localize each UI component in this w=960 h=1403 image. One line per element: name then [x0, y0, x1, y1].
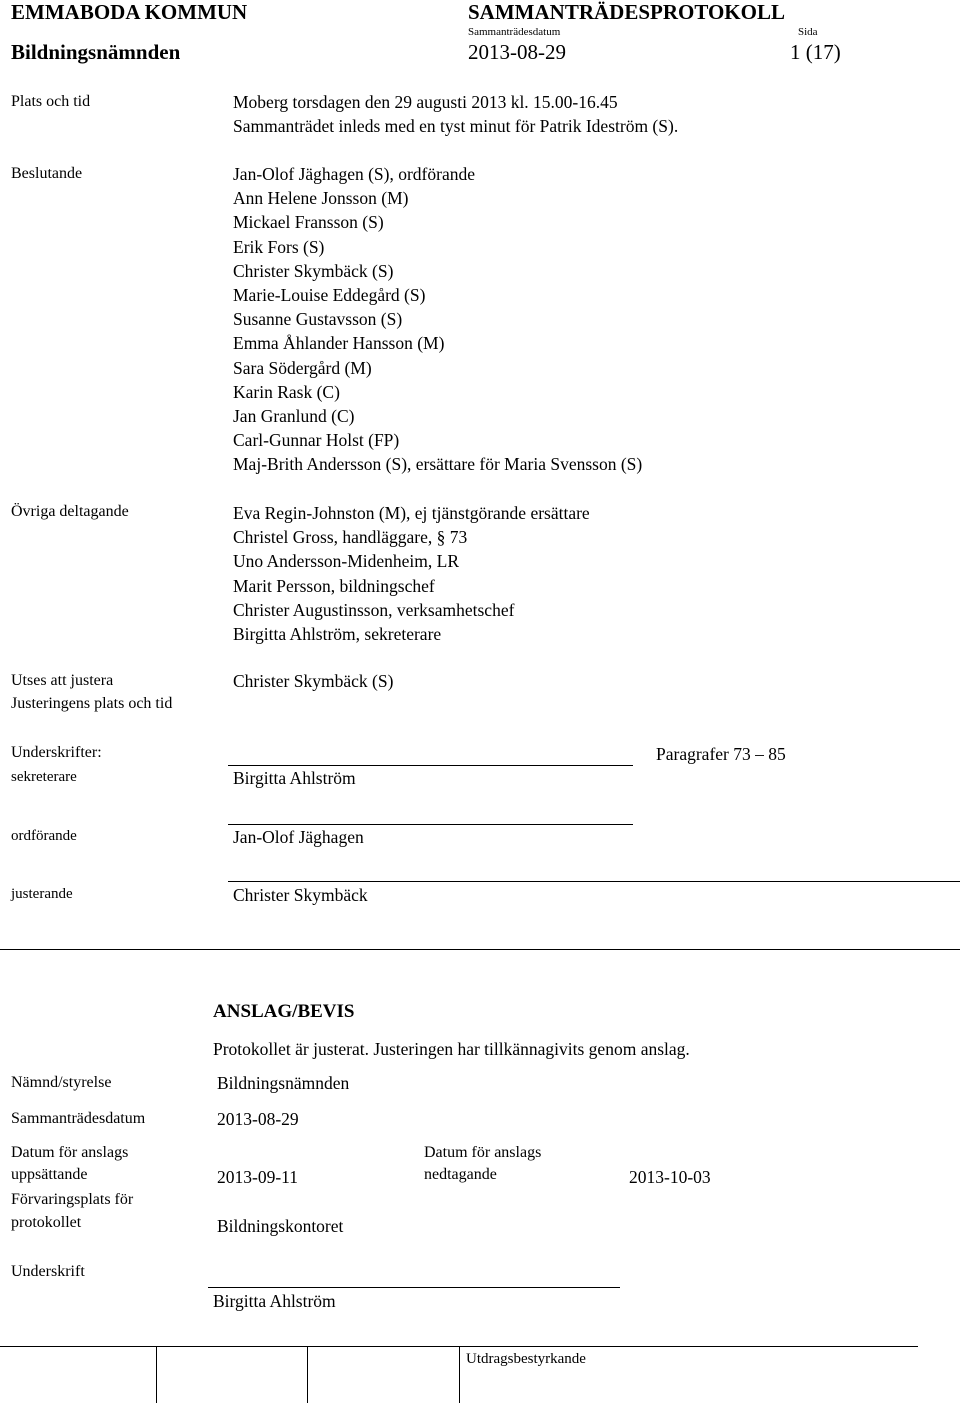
- participant-item: Marit Persson, bildningschef: [233, 575, 435, 596]
- meeting-date: 2013-08-29: [468, 40, 566, 64]
- paragraph-range: Paragrafer 73 – 85: [656, 744, 786, 764]
- notice-title: ANSLAG/BEVIS: [213, 1001, 355, 1022]
- member-item: Maj-Brith Andersson (S), ersättare för Maria Svensson (S): [233, 454, 643, 475]
- notice-statement: Protokollet är justerat. Justeringen har tillkännagivits genom anslag.: [213, 1039, 690, 1059]
- signature-line: [208, 1287, 620, 1288]
- notice-signature-name: Birgitta Ahlström: [213, 1291, 336, 1311]
- member-item: Sara Södergård (M): [233, 357, 372, 378]
- signature-line: [228, 765, 633, 766]
- member-item: Jan-Olof Jäghagen (S), ordförande: [233, 164, 476, 184]
- member-item: Marie-Louise Eddegård (S): [233, 285, 426, 306]
- member-item: Erik Fors (S): [233, 236, 325, 257]
- other-participants-list: [233, 501, 590, 646]
- signature-role: justerande: [11, 886, 73, 902]
- removed-date-label: Datum för anslags: [424, 1144, 542, 1161]
- municipality-name: EMMABODA KOMMUN: [11, 0, 248, 24]
- signature-name: Christer Skymbäck: [233, 885, 368, 905]
- signature-name: Birgitta Ahlström: [233, 768, 356, 788]
- page-number: 1 (17): [790, 40, 841, 64]
- storage-label-2: protokollet: [11, 1214, 82, 1231]
- participant-item: Birgitta Ahlström, sekreterare: [233, 624, 442, 645]
- member-item: Susanne Gustavsson (S): [233, 309, 403, 330]
- adjustment-place-label: Justeringens plats och tid: [11, 695, 173, 712]
- signature-line: [228, 881, 960, 882]
- footer-divider: [307, 1346, 308, 1403]
- posted-date-label: Datum för anslags: [11, 1144, 129, 1161]
- posted-date-value: 2013-09-11: [217, 1167, 299, 1187]
- member-item: Jan Granlund (C): [233, 406, 355, 427]
- board-value: Bildningsnämnden: [217, 1073, 350, 1093]
- extract-certification-label: Utdragsbestyrkande: [466, 1351, 586, 1367]
- posted-date-label-2: uppsättande: [11, 1166, 88, 1183]
- signature-role: sekreterare: [11, 769, 77, 785]
- place-line-1: Moberg torsdagen den 29 augusti 2013 kl. 15.00-16.45: [233, 92, 618, 112]
- member-item: Ann Helene Jonsson (M): [233, 188, 409, 209]
- storage-value: Bildningskontoret: [217, 1216, 344, 1236]
- participant-item: Christer Augustinsson, verksamhetschef: [233, 599, 515, 620]
- removed-date-label-2: nedtagande: [424, 1166, 497, 1183]
- decision-makers-label: Beslutande: [11, 165, 83, 182]
- signatures-label: Underskrifter:: [11, 744, 102, 761]
- document-type: SAMMANTRÄDESPROTOKOLL: [468, 0, 785, 24]
- footer-divider: [459, 1346, 460, 1403]
- board-label: Nämnd/styrelse: [11, 1074, 112, 1091]
- participant-item: Christel Gross, handläggare, § 73: [233, 527, 468, 548]
- member-item: Karin Rask (C): [233, 381, 340, 402]
- board-name: Bildningsnämnden: [11, 40, 181, 64]
- place-label: Plats och tid: [11, 93, 91, 110]
- member-item: Christer Skymbäck (S): [233, 260, 394, 281]
- member-item: Carl-Gunnar Holst (FP): [233, 430, 400, 451]
- signature-name: Jan-Olof Jäghagen: [233, 827, 364, 847]
- signature-label: Underskrift: [11, 1263, 85, 1280]
- footer-divider: [156, 1346, 157, 1403]
- member-item: Mickael Fransson (S): [233, 212, 384, 233]
- meeting-date-value: 2013-08-29: [217, 1109, 299, 1129]
- decision-makers-list: [233, 162, 642, 477]
- removed-date-value: 2013-10-03: [629, 1167, 711, 1187]
- date-caption: Sammanträdesdatum: [468, 26, 561, 38]
- signature-line: [228, 824, 633, 825]
- page-caption: Sida: [798, 26, 818, 38]
- other-participants-label: Övriga deltagande: [11, 503, 129, 520]
- signature-role: ordförande: [11, 828, 77, 844]
- adjuster-label: Utses att justera: [11, 672, 114, 689]
- section-divider: [0, 949, 960, 950]
- participant-item: Uno Andersson-Midenheim, LR: [233, 551, 460, 572]
- meeting-date-label: Sammanträdesdatum: [11, 1110, 146, 1127]
- member-item: Emma Åhlander Hansson (M): [233, 333, 445, 354]
- adjuster-name: Christer Skymbäck (S): [233, 671, 394, 691]
- participant-item: Eva Regin-Johnston (M), ej tjänstgörande ersättare: [233, 503, 590, 523]
- storage-label: Förvaringsplats för: [11, 1191, 134, 1208]
- place-line-2: Sammanträdet inleds med en tyst minut för Patrik Ideström (S).: [233, 116, 679, 136]
